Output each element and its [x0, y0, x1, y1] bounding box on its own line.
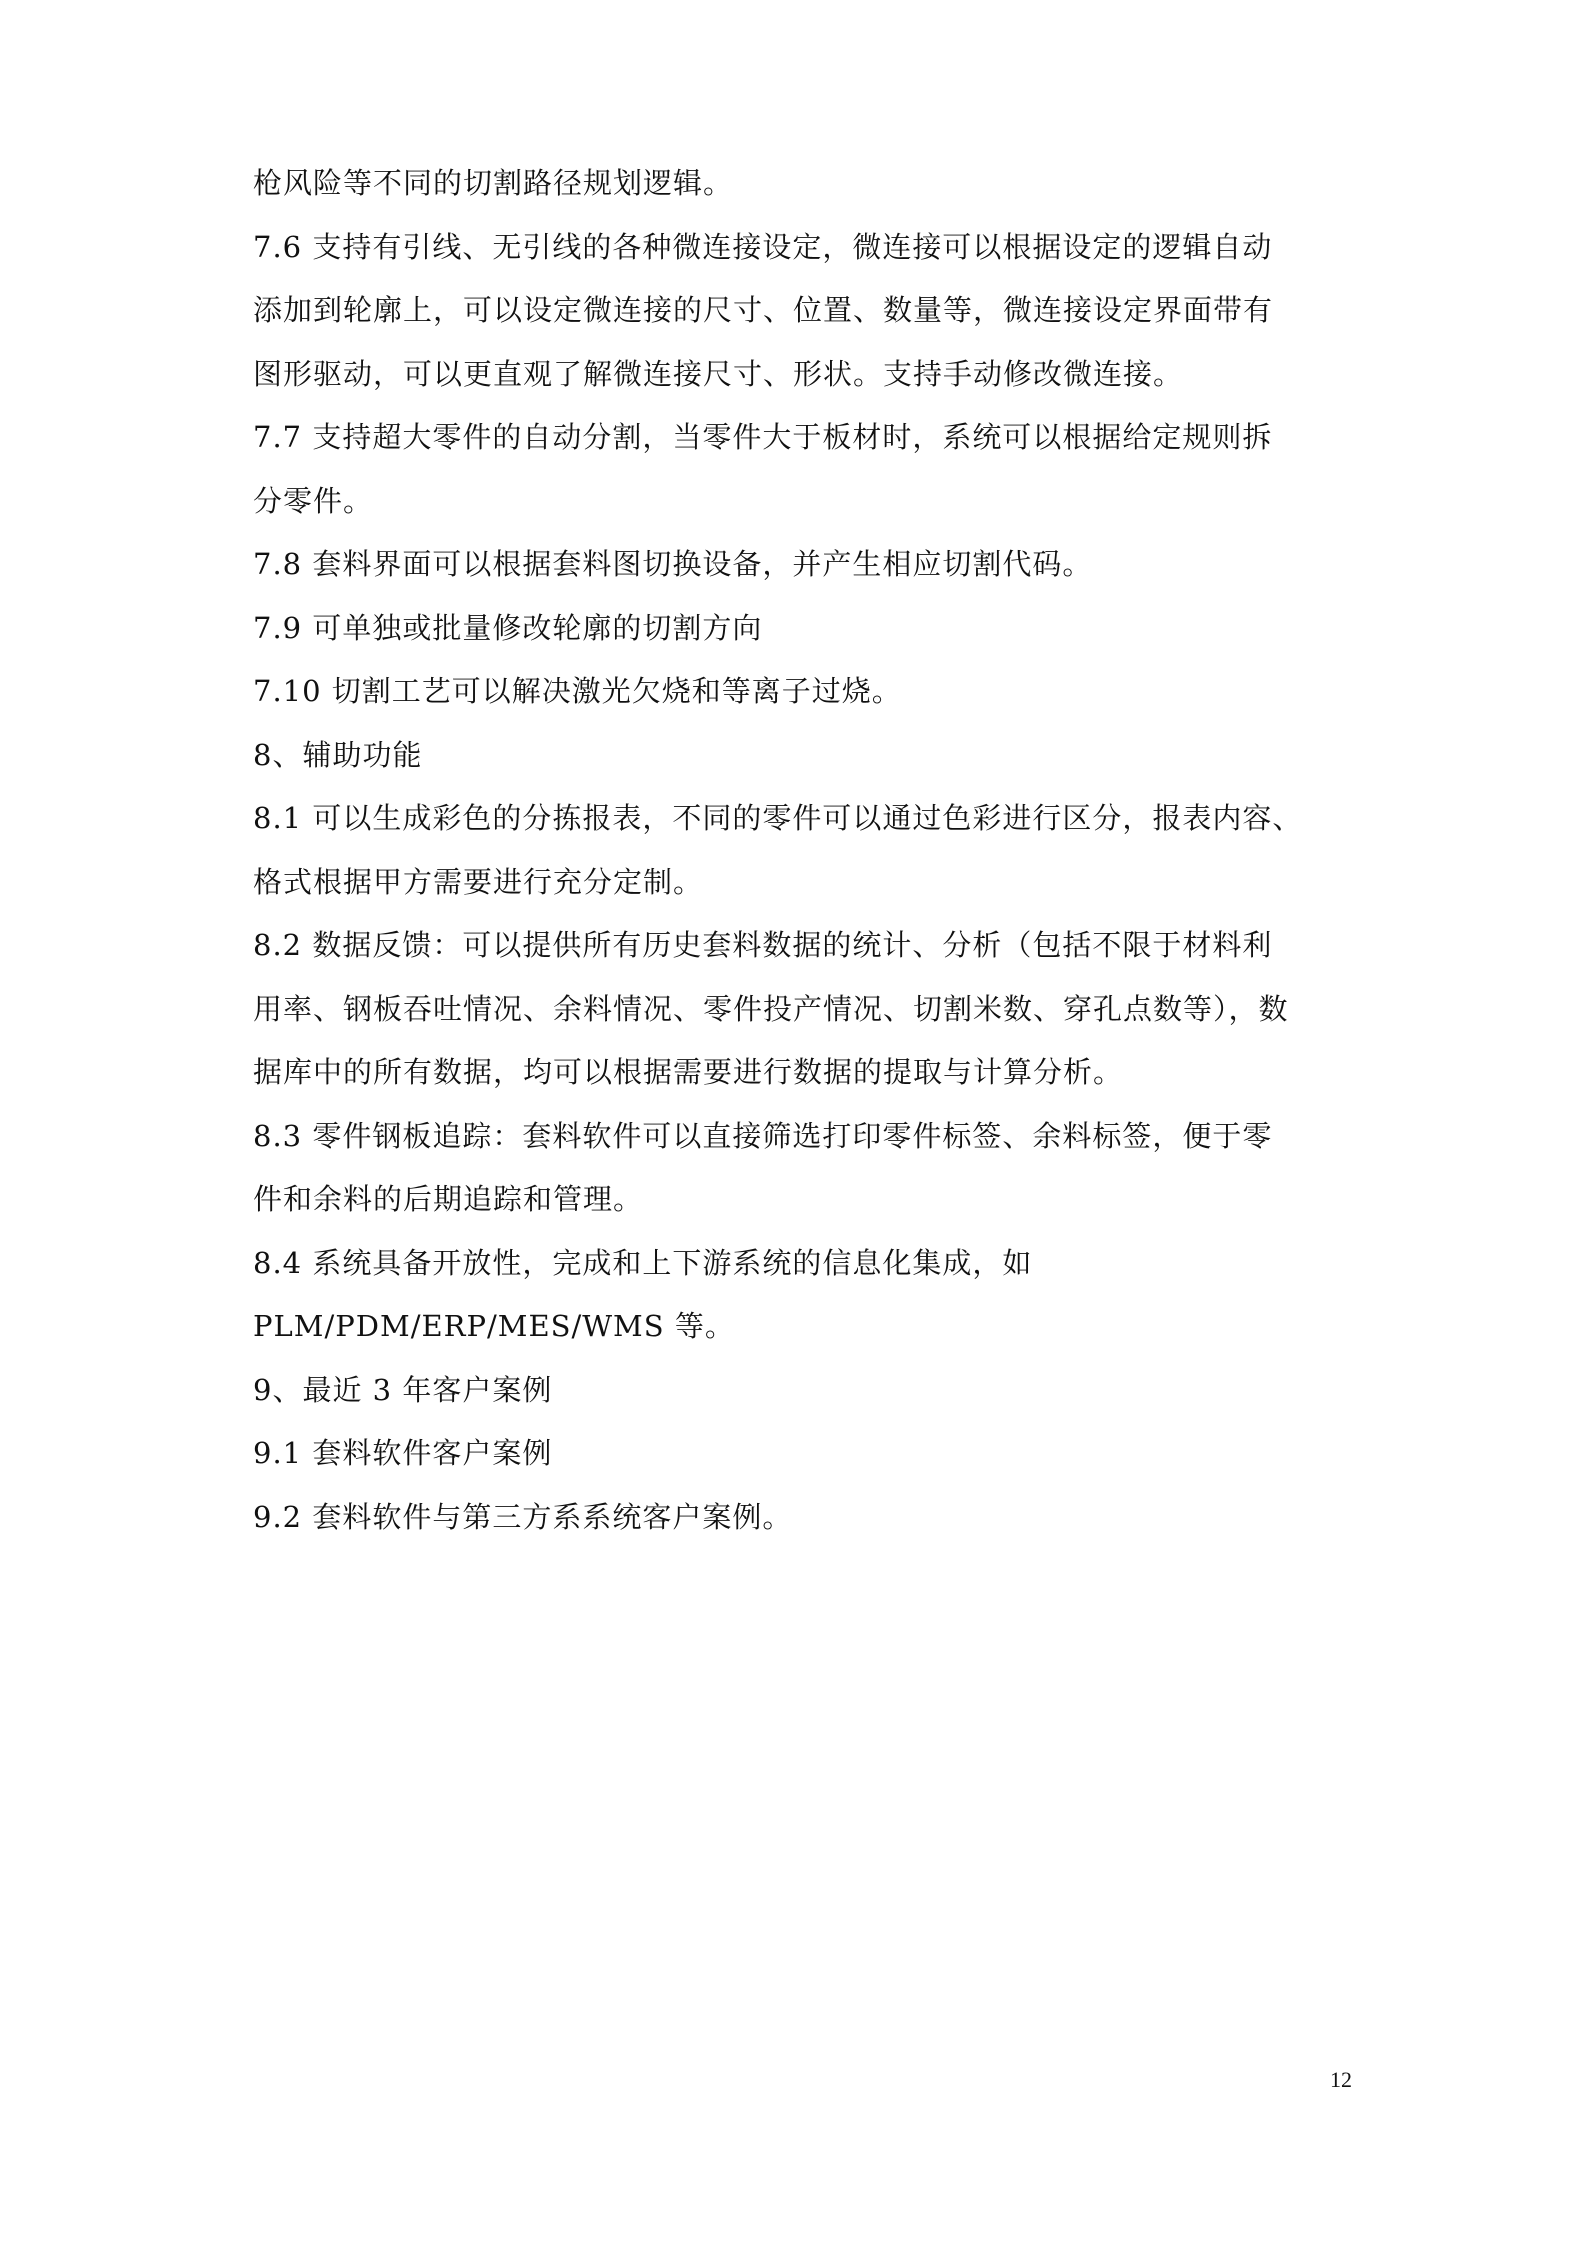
text-line: 7.10 切割工艺可以解决激光欠烧和等离子过烧。 [253, 674, 902, 708]
text-line: 添加到轮廓上，可以设定微连接的尺寸、位置、数量等，微连接设定界面带有 [253, 293, 1274, 327]
text-line: 8.2 数据反馈：可以提供所有历史套料数据的统计、分析（包括不限于材料利 [253, 928, 1273, 962]
section-heading: 8、辅助功能 [253, 737, 423, 772]
text-line: 格式根据甲方需要进行充分定制。 [253, 864, 704, 899]
text-line: 件和余料的后期追踪和管理。 [253, 1182, 644, 1216]
text-line: 9.2 套料软件与第三方系系统客户案例。 [253, 1499, 793, 1534]
document-body [253, 152, 1363, 1549]
text-line: PLM/PDM/ERP/MES/WMS 等。 [253, 1309, 735, 1343]
page-number: 12 [1330, 2067, 1352, 2092]
text-line: 8.3 零件钢板追踪：套料软件可以直接筛选打印零件标签、余料标签，便于零 [253, 1118, 1273, 1153]
text-line: 图形驱动，可以更直观了解微连接尺寸、形状。支持手动修改微连接。 [253, 356, 1184, 391]
section-heading: 9、最近 3 年客户案例 [253, 1372, 553, 1407]
text-line: 7.9 可单独或批量修改轮廓的切割方向 [253, 610, 763, 645]
text-line: 7.6 支持有引线、无引线的各种微连接设定，微连接可以根据设定的逻辑自动 [253, 229, 1273, 264]
text-line: 7.8 套料界面可以根据套料图切换设备，并产生相应切割代码。 [253, 547, 1093, 581]
text-line: 9.1 套料软件客户案例 [253, 1436, 553, 1470]
text-line: 分零件。 [253, 483, 374, 518]
text-line: 据库中的所有数据，均可以根据需要进行数据的提取与计算分析。 [253, 1055, 1124, 1089]
text-line: 7.7 支持超大零件的自动分割，当零件大于板材时，系统可以根据给定规则拆 [253, 420, 1273, 454]
text-line: 8.1 可以生成彩色的分拣报表，不同的零件可以通过色彩进行区分，报表内容、 [253, 801, 1303, 835]
text-line: 8.4 系统具备开放性，完成和上下游系统的信息化集成，如 [253, 1245, 1033, 1280]
text-line: 用率、钢板吞吐情况、余料情况、零件投产情况、切割米数、穿孔点数等），数 [253, 991, 1289, 1026]
text-line: 枪风险等不同的切割路径规划逻辑。 [253, 166, 734, 200]
